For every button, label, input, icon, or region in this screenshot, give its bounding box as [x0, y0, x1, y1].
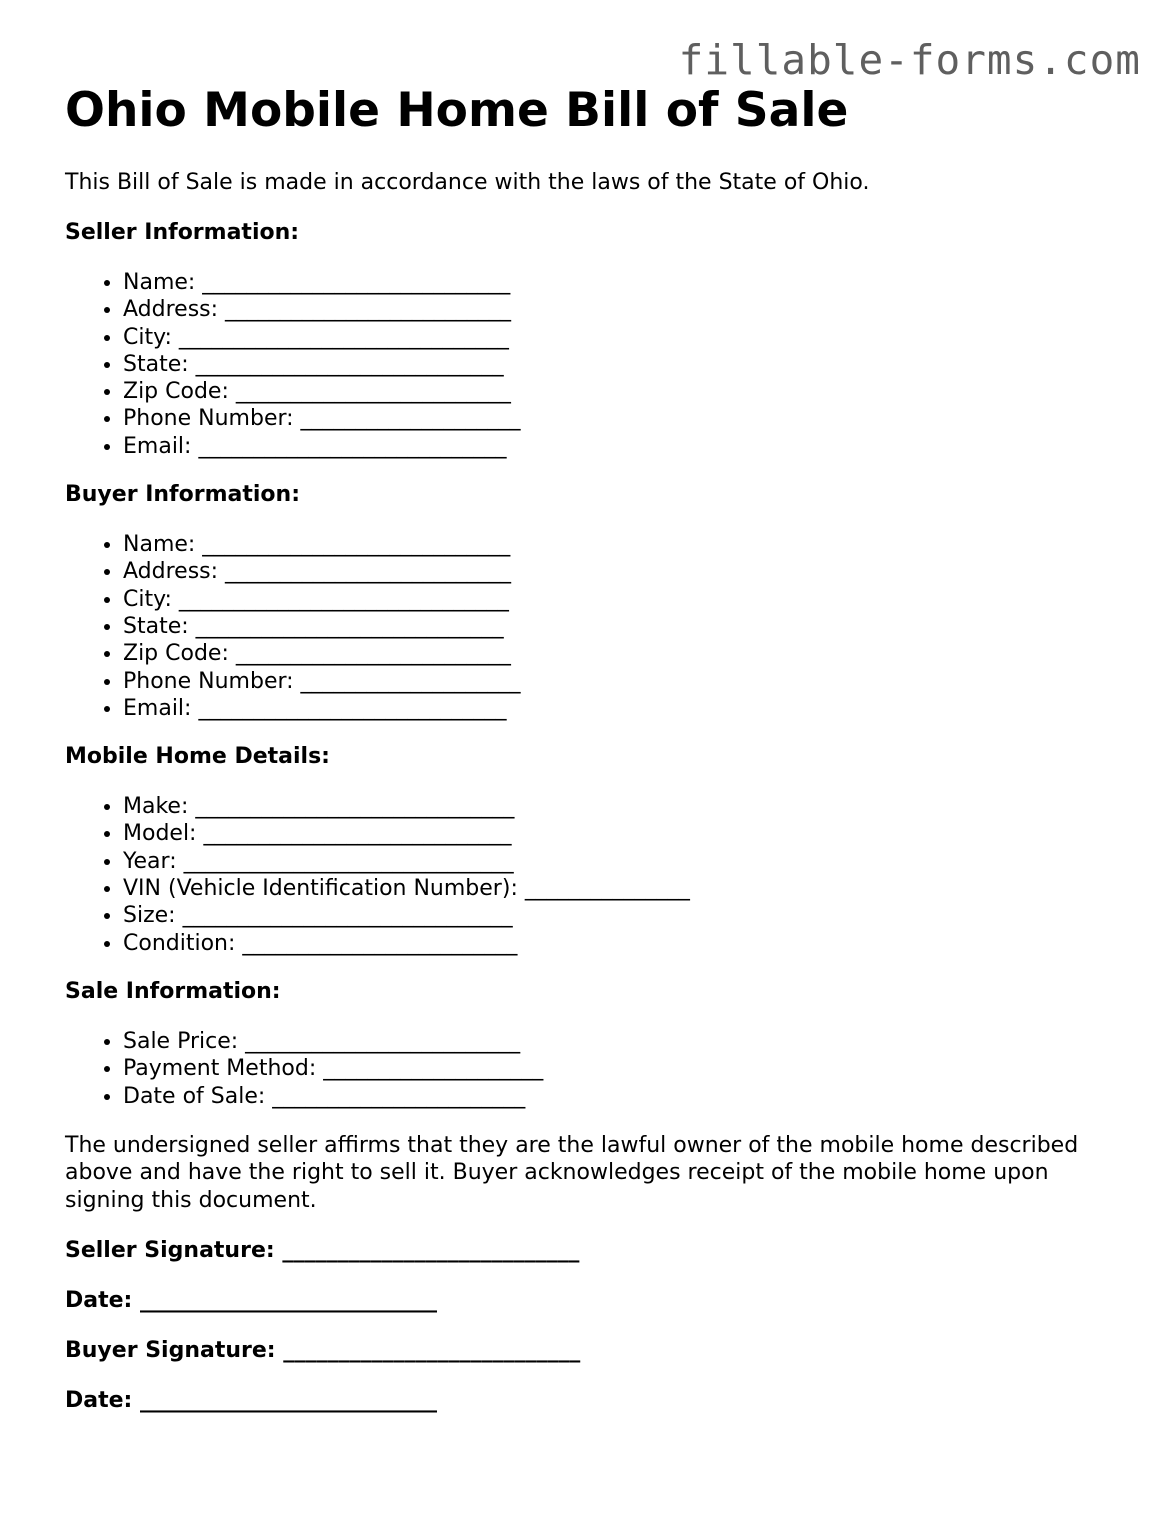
seller-address-field[interactable]: • Address: __________________________ — [123, 296, 1125, 323]
seller-date-field[interactable]: Date: ___________________________ — [65, 1288, 438, 1314]
buyer-email-field[interactable]: • Email: ____________________________ — [123, 695, 1125, 722]
seller-section-heading: Seller Information: — [65, 220, 300, 245]
buyer-zip-field[interactable]: • Zip Code: _________________________ — [123, 640, 1125, 667]
seller-email-field[interactable]: • Email: ____________________________ — [123, 433, 1125, 460]
seller-state-field[interactable]: • State: ____________________________ — [123, 351, 1125, 378]
home-condition-field[interactable]: • Condition: _________________________ — [123, 930, 1125, 957]
mobile-home-section-heading: Mobile Home Details: — [65, 744, 330, 770]
home-vin-field[interactable]: • VIN (Vehicle Identification Number): _______________ — [123, 875, 1125, 902]
buyer-section-heading: Buyer Information: — [65, 482, 300, 508]
seller-affirmation-statement: The undersigned seller affirms that they are the lawful owner of the mobile home described above and have the right to sell it. Buyer acknowledges receipt of the mobile home upon signing this document. — [65, 1132, 1079, 1213]
seller-phone-field[interactable]: • Phone Number: ____________________ — [123, 405, 1125, 432]
date-of-sale-field[interactable]: • Date of Sale: _______________________ — [123, 1083, 1125, 1110]
buyer-date-field[interactable]: Date: ___________________________ — [65, 1388, 438, 1414]
bill-of-sale-document — [65, 80, 1125, 1414]
home-size-field[interactable]: • Size: ______________________________ — [123, 902, 1125, 929]
sale-fields-list — [65, 1028, 1125, 1110]
mobile-home-fields-list — [65, 793, 1125, 957]
buyer-phone-field[interactable]: • Phone Number: ____________________ — [123, 668, 1125, 695]
buyer-city-field[interactable]: • City: ______________________________ — [123, 586, 1125, 613]
sale-section-heading: Sale Information: — [65, 978, 281, 1004]
payment-method-field[interactable]: • Payment Method: ____________________ — [123, 1055, 1125, 1082]
page-title: Ohio Mobile Home Bill of Sale — [65, 83, 849, 138]
buyer-address-field[interactable]: • Address: __________________________ — [123, 558, 1125, 585]
seller-name-field[interactable]: • Name: ____________________________ — [123, 269, 1125, 296]
seller-zip-field[interactable]: • Zip Code: _________________________ — [123, 378, 1125, 405]
sale-price-field[interactable]: • Sale Price: _________________________ — [123, 1028, 1125, 1055]
home-model-field[interactable]: • Model: ____________________________ — [123, 820, 1125, 847]
buyer-name-field[interactable]: • Name: ____________________________ — [123, 531, 1125, 558]
buyer-fields-list — [65, 531, 1125, 722]
home-make-field[interactable]: • Make: _____________________________ — [123, 793, 1125, 820]
seller-fields-list — [65, 269, 1125, 460]
buyer-state-field[interactable]: • State: ____________________________ — [123, 613, 1125, 640]
home-year-field[interactable]: • Year: ______________________________ — [123, 848, 1125, 875]
intro-text: This Bill of Sale is made in accordance with the laws of the State of Ohio. — [65, 170, 870, 195]
seller-city-field[interactable]: • City: ______________________________ — [123, 324, 1125, 351]
seller-signature-field[interactable]: Seller Signature: ___________________________ — [65, 1238, 580, 1264]
watermark: fillable-forms.com — [678, 36, 1141, 84]
buyer-signature-field[interactable]: Buyer Signature: ___________________________ — [65, 1338, 581, 1364]
